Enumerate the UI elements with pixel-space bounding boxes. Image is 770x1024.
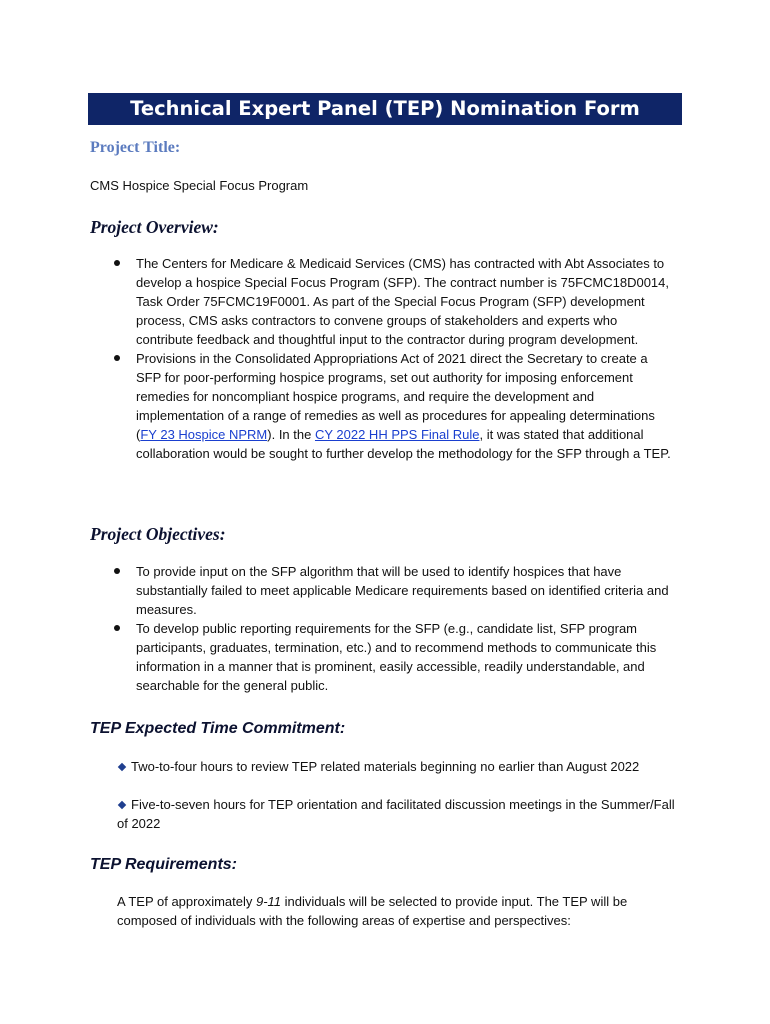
list-item	[0, 619, 676, 695]
requirements-text-before: A TEP of approximately	[117, 894, 256, 909]
diamond-bullet-icon	[118, 763, 126, 771]
overview-bullet-2-part2: ). In the	[267, 427, 315, 442]
list-item	[0, 349, 676, 463]
bullet-icon	[114, 625, 120, 631]
overview-bullet-2-part1: Provisions in the Consolidated Appropriations Act of 2021 direct the Secretary to create a SFP for poor-performing hospice programs, set out authority for imposing enforcement remedies for noncompliant hospice programs, and require the development and implementation of a range of remedies as well as procedures for appealing determinations (	[136, 351, 655, 442]
commitment-item-text: Five-to-seven hours for TEP orientation and facilitated discussion meetings in the Summer/Fall of 2022	[117, 797, 675, 831]
form-title: Technical Expert Panel (TEP) Nomination Form	[88, 93, 682, 125]
requirements-text	[117, 892, 677, 930]
objective-item: To develop public reporting requirements for the SFP (e.g., candidate list, SFP program participants, graduates, termination, etc.) and to recommend methods to communicate this information in a manner that is prominent, easily accessible, readily understandable, and searchable for the general public.	[136, 621, 657, 693]
commitment-heading: TEP Expected Time Commitment:	[90, 720, 346, 737]
list-item	[0, 562, 676, 619]
commitment-item	[117, 757, 677, 776]
objectives-list	[0, 562, 676, 695]
bullet-icon	[114, 355, 120, 361]
commitment-item	[117, 795, 677, 833]
list-item	[0, 254, 676, 349]
bullet-icon	[114, 260, 120, 266]
project-title-label: Project Title:	[90, 139, 181, 156]
overview-bullet-2-part3: , it was stated that additional collaboration would be sought to further develop the methodology for the SFP through a TEP.	[136, 427, 671, 461]
overview-list	[0, 254, 676, 463]
bullet-icon	[114, 568, 120, 574]
cy2022-hh-pps-final-rule-link[interactable]: CY 2022 HH PPS Final Rule	[314, 427, 480, 442]
overview-bullet-1: The Centers for Medicare & Medicaid Services (CMS) has contracted with Abt Associates to develop a hospice Special Focus Program (SFP). The contract number is 75FCMC18D0014, Task Order 75FCMC19F0001. As part of the Special Focus Program (SFP) development process, CMS asks contractors to convene groups of stakeholders and experts who contribute feedback and thoughtful input to the contractor during program development.	[136, 256, 670, 347]
requirements-text-after: individuals will be selected to provide input. The TEP will be composed of individuals with the following areas of expertise and perspectives:	[117, 894, 628, 928]
objective-item: To provide input on the SFP algorithm that will be used to identify hospices that have substantially failed to meet applicable Medicare requirements based on identified criteria and measures.	[136, 564, 669, 617]
project-title-value: CMS Hospice Special Focus Program	[90, 178, 309, 193]
commitment-item-text: Two-to-four hours to review TEP related materials beginning no earlier than August 2022	[131, 759, 640, 774]
objectives-heading: Project Objectives:	[90, 524, 226, 544]
fy23-hospice-nprm-link[interactable]: FY 23 Hospice NPRM	[140, 427, 268, 442]
diamond-bullet-icon	[118, 801, 126, 809]
overview-heading: Project Overview:	[90, 217, 219, 237]
requirements-count: 9-11	[255, 894, 282, 909]
requirements-heading: TEP Requirements:	[90, 856, 237, 873]
